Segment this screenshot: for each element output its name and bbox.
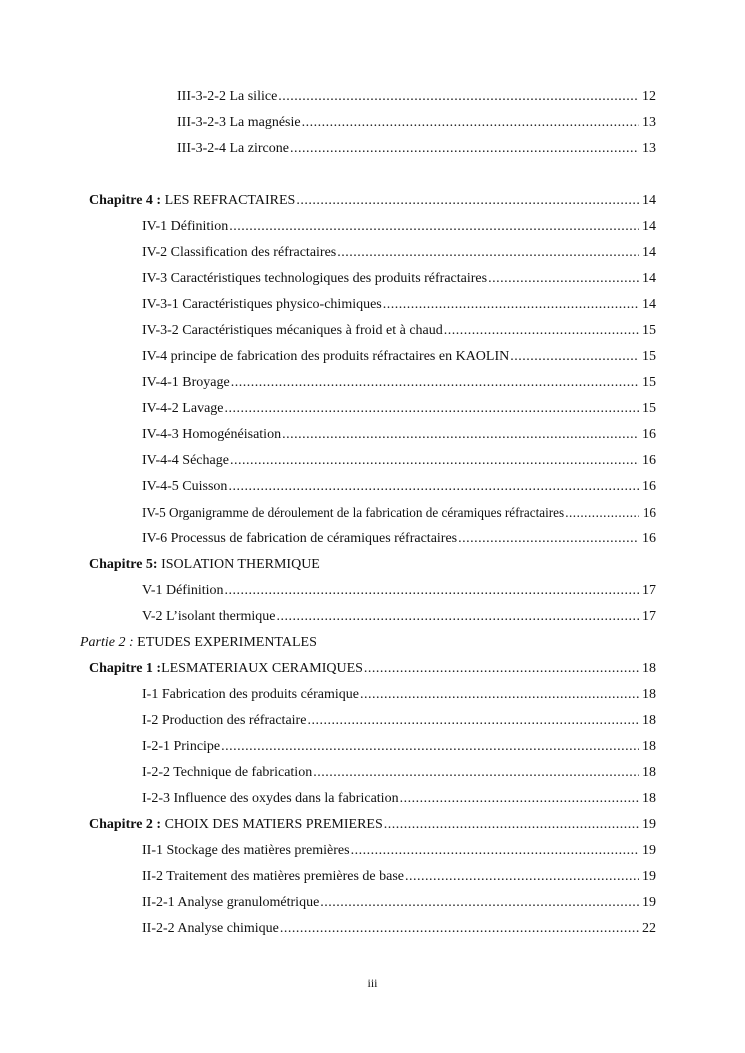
dot-leader bbox=[488, 270, 639, 288]
toc-entry-label: IV-6 Processus de fabrication de céramiques réfractaires bbox=[142, 531, 458, 546]
toc-entry-page: 16 bbox=[642, 505, 656, 520]
dot-leader bbox=[384, 816, 639, 834]
dot-leader bbox=[307, 712, 639, 730]
dot-leader bbox=[228, 478, 639, 496]
toc-entry-page: 13 bbox=[642, 141, 656, 156]
toc-entry bbox=[177, 114, 656, 132]
toc-entry bbox=[142, 296, 656, 314]
toc-entry-label: IV-1 Définition bbox=[142, 219, 229, 234]
toc-entry-label: IV-3-2 Caractéristiques mécaniques à froid et à chaud bbox=[142, 323, 443, 338]
dot-leader bbox=[282, 426, 639, 444]
toc-entry bbox=[142, 374, 656, 392]
dot-leader bbox=[278, 88, 639, 106]
dot-leader bbox=[337, 244, 639, 262]
toc-entry-label: I-2-3 Influence des oxydes dans la fabrication bbox=[142, 791, 399, 806]
toc-entry-label: I-1 Fabrication des produits céramique bbox=[142, 687, 359, 702]
toc-entry-label: III-3-2-4 La zircone bbox=[177, 141, 289, 156]
toc-entry-page: 17 bbox=[642, 583, 656, 598]
toc-entry bbox=[142, 348, 656, 366]
dot-leader bbox=[225, 582, 639, 600]
toc-entry-label: V-1 Définition bbox=[142, 583, 224, 598]
toc-entry-page: 18 bbox=[642, 791, 656, 806]
toc-entry-page: 18 bbox=[642, 687, 656, 702]
dot-leader bbox=[383, 296, 639, 314]
toc-entry-page: 15 bbox=[642, 375, 656, 390]
toc-entry bbox=[177, 140, 656, 158]
toc-entry bbox=[142, 920, 656, 938]
dot-leader bbox=[225, 400, 639, 418]
toc-entry-page: 14 bbox=[642, 297, 656, 312]
dot-leader bbox=[313, 764, 639, 782]
toc-entry-page: 16 bbox=[642, 427, 656, 442]
toc-entry-label: IV-4 principe de fabrication des produits réfractaires en KAOLIN bbox=[142, 349, 510, 364]
toc-entry bbox=[142, 218, 656, 236]
toc-entry-label: II-2-1 Analyse granulométrique bbox=[142, 895, 320, 910]
toc-entry-page: 16 bbox=[642, 531, 656, 546]
toc-entry-page: 14 bbox=[642, 245, 656, 260]
dot-leader bbox=[444, 322, 639, 340]
toc-entry-label: IV-2 Classification des réfractaires bbox=[142, 245, 337, 260]
toc-entry bbox=[142, 608, 656, 626]
dot-leader bbox=[302, 114, 639, 132]
chapter-heading bbox=[89, 556, 320, 574]
toc-entry bbox=[142, 400, 656, 418]
toc-entry-page: 13 bbox=[642, 115, 656, 130]
toc-entry-page: 18 bbox=[642, 765, 656, 780]
dot-leader bbox=[277, 608, 639, 626]
toc-entry bbox=[142, 686, 656, 704]
toc-entry bbox=[142, 894, 656, 912]
toc-entry-page: 19 bbox=[642, 843, 656, 858]
chapter-prefix: Chapitre 1 : bbox=[89, 661, 162, 676]
dot-leader bbox=[360, 686, 639, 704]
toc-entry-label: III-3-2-3 La magnésie bbox=[177, 115, 301, 130]
toc-entry-label: IV-4-2 Lavage bbox=[142, 401, 224, 416]
toc-entry-label: IV-4-1 Broyage bbox=[142, 375, 230, 390]
dot-leader bbox=[458, 530, 639, 548]
toc-entry-page: 16 bbox=[642, 479, 656, 494]
toc-entry-label: II-1 Stockage des matières premières bbox=[142, 843, 350, 858]
dot-leader bbox=[510, 348, 639, 366]
toc-entry-label: II-2 Traitement des matières premières de base bbox=[142, 869, 405, 884]
toc-entry bbox=[142, 452, 656, 470]
toc-entry bbox=[142, 738, 656, 756]
toc-entry-page: 15 bbox=[642, 349, 656, 364]
chapter-heading bbox=[89, 660, 656, 678]
dot-leader bbox=[351, 842, 639, 860]
toc-entry-page: 18 bbox=[642, 739, 656, 754]
chapter-prefix: Chapitre 4 : bbox=[89, 193, 165, 208]
toc-entry-label: IV-3 Caractéristiques technologiques des produits réfractaires bbox=[142, 271, 488, 286]
chapter-title: LESMATERIAUX CERAMIQUES bbox=[161, 661, 363, 676]
chapter-prefix: Chapitre 5: bbox=[89, 557, 162, 572]
toc-entry-label: II-2-2 Analyse chimique bbox=[142, 921, 279, 936]
toc-entry-label: I-2-1 Principe bbox=[142, 739, 221, 754]
part-heading bbox=[80, 634, 317, 652]
toc-entry-page: 18 bbox=[642, 661, 656, 676]
toc-entry bbox=[142, 764, 656, 782]
part-title: ETUDES EXPERIMENTALES bbox=[137, 635, 317, 650]
page-number: iii bbox=[367, 976, 378, 990]
chapter-heading bbox=[89, 192, 656, 210]
toc-entry bbox=[142, 244, 656, 262]
toc-entry bbox=[142, 504, 656, 522]
toc-entry bbox=[177, 88, 656, 106]
toc-entry-label: V-2 L’isolant thermique bbox=[142, 609, 276, 624]
dot-leader bbox=[364, 660, 639, 678]
part-prefix: Partie 2 : bbox=[80, 635, 138, 650]
toc-entry bbox=[142, 582, 656, 600]
dot-leader bbox=[230, 452, 639, 470]
toc-entry bbox=[142, 712, 656, 730]
toc-entry-page: 15 bbox=[642, 323, 656, 338]
toc-entry-label: I-2 Production des réfractaire bbox=[142, 713, 307, 728]
dot-leader bbox=[405, 868, 639, 886]
toc-entry-label: I-2-2 Technique de fabrication bbox=[142, 765, 313, 780]
toc-entry-page: 18 bbox=[642, 713, 656, 728]
toc-entry-page: 16 bbox=[642, 453, 656, 468]
chapter-title: CHOIX DES MATIERS PREMIERES bbox=[164, 817, 383, 832]
toc-entry bbox=[142, 478, 656, 496]
dot-leader bbox=[565, 504, 639, 522]
chapter-title: ISOLATION THERMIQUE bbox=[161, 557, 320, 572]
toc-entry-label: IV-4-5 Cuisson bbox=[142, 479, 228, 494]
toc-entry bbox=[142, 426, 656, 444]
toc-entry bbox=[142, 868, 656, 886]
chapter-prefix: Chapitre 2 : bbox=[89, 817, 165, 832]
dot-leader bbox=[296, 192, 639, 210]
toc-entry-label: IV-5 Organigramme de déroulement de la fabrication de céramiques réfractaires bbox=[142, 505, 565, 520]
toc-entry-label: IV-4-3 Homogénéisation bbox=[142, 427, 282, 442]
dot-leader bbox=[320, 894, 639, 912]
toc-entry-page: 19 bbox=[642, 869, 656, 884]
toc-entry bbox=[142, 790, 656, 808]
toc-entry-page: 19 bbox=[642, 895, 656, 910]
toc-entry-page: 15 bbox=[642, 401, 656, 416]
dot-leader bbox=[231, 374, 639, 392]
toc-entry-page: 14 bbox=[642, 219, 656, 234]
dot-leader bbox=[400, 790, 639, 808]
toc-entry bbox=[142, 842, 656, 860]
chapter-heading bbox=[89, 816, 656, 834]
toc-entry-page: 14 bbox=[642, 193, 656, 208]
toc-entry bbox=[142, 270, 656, 288]
chapter-title: LES REFRACTAIRES bbox=[164, 193, 296, 208]
toc-entry bbox=[142, 530, 656, 548]
dot-leader bbox=[280, 920, 639, 938]
toc-entry-label: III-3-2-2 La silice bbox=[177, 89, 278, 104]
dot-leader bbox=[229, 218, 639, 236]
toc-entry-label: IV-4-4 Séchage bbox=[142, 453, 229, 468]
toc-entry-page: 22 bbox=[642, 921, 656, 936]
toc-entry-page: 17 bbox=[642, 609, 656, 624]
toc-entry-page: 19 bbox=[642, 817, 656, 832]
toc-entry-page: 12 bbox=[642, 89, 656, 104]
toc-entry-page: 14 bbox=[642, 271, 656, 286]
toc-entry bbox=[142, 322, 656, 340]
dot-leader bbox=[221, 738, 639, 756]
toc-entry-label: IV-3-1 Caractéristiques physico-chimiques bbox=[142, 297, 382, 312]
dot-leader bbox=[290, 140, 639, 158]
